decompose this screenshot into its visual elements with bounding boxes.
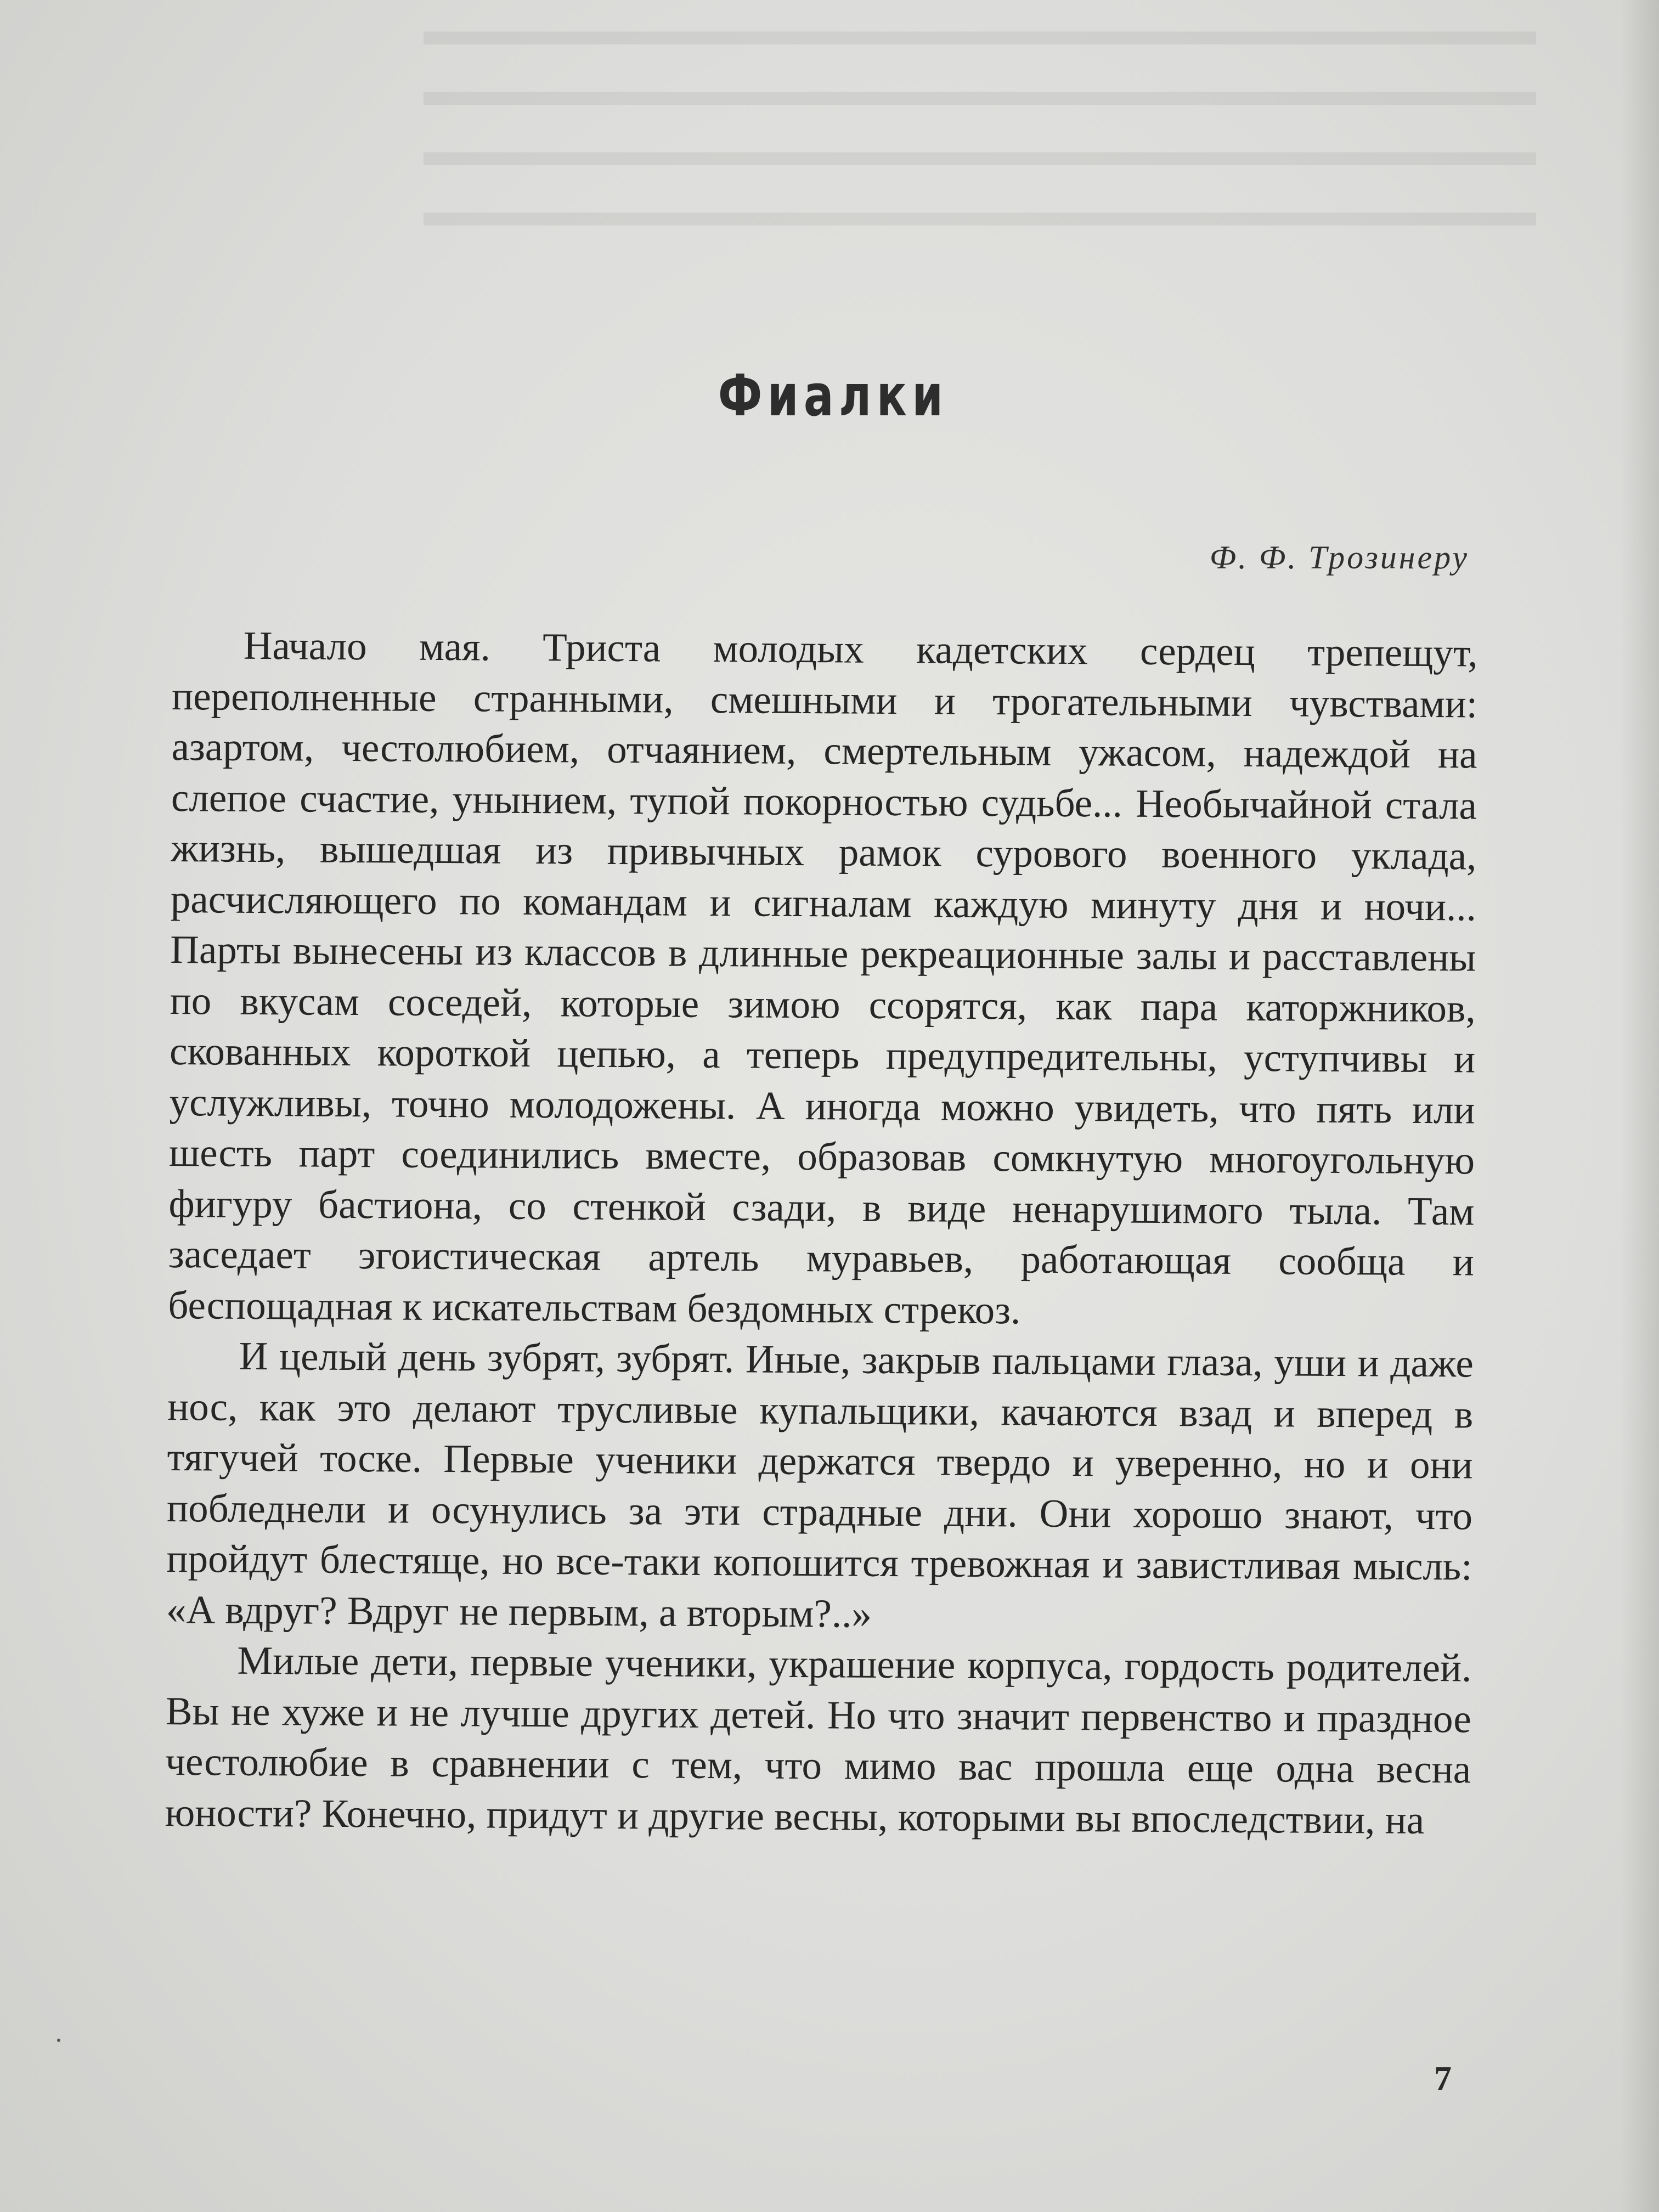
page-number: 7 (1434, 2059, 1452, 2098)
dedication: Ф. Ф. Трозинеру (1209, 539, 1469, 575)
paragraph-2: И целый день зубрят, зубрят. Иные, закрыв пальцами глаза, уши и даже нос, как это делают трусливые купальщики, качаются взад и вперед в тягучей тоске. Первые ученики держатся твердо и уверенно, но и они побледнели и осунулись за эти страдные дни. Они хорошо знают, что пройдут блестяще, но все-таки копошится тревожная и завистливая мысль: «А вдруг? Вдруг не первым, а вторым?..» (166, 1333, 1474, 1636)
page-edge-shadow (1621, 0, 1659, 2212)
paper-speck (57, 2039, 60, 2042)
show-through-text: ▬▬▬▬▬▬▬▬▬▬▬▬▬▬▬▬▬▬▬▬▬▬▬▬▬▬ ▬▬▬▬▬▬▬▬▬▬▬▬▬▬▬▬▬▬▬▬▬▬▬▬▬▬ ▬▬▬▬▬▬▬▬▬▬▬▬▬▬▬▬▬▬▬▬▬▬▬▬▬▬ ▬▬▬▬▬▬▬▬▬▬▬▬▬▬▬▬▬▬▬▬▬▬▬▬▬▬ (424, 6, 1536, 235)
paragraph-1: Начало мая. Триста молодых кадетских сердец трепещут, переполненные странными, смешными и трогательными чувствами: азартом, честолюбием, отчаянием, смертельным ужасом, надеждой на слепое счастие, унынием, тупой покорностью судьбе... Необычайной стала жизнь, вышедшая из привычных рамок сурового военного уклада, расчисляющего по командам и сигналам каждую минуту дня и ночи... Парты вынесены из классов в длинные рекреационные залы и расставлены по вкусам соседей, которые зимою ссорятся, как пара каторжников, скованных короткой цепью, а теперь предупредительны, уступчивы и услужливы, точно молодожены. А иногда можно увидеть, что пять или шесть парт соединились вместе, образовав сомкнутую многоугольную фигуру бастиона, со стенкой сзади, в виде ненарушимого тыла. Там заседает эгоистическая артель муравьев, работающая сообща и беспощадная к искательствам бездомных стрекоз. (168, 623, 1478, 1332)
body-text (165, 620, 1478, 1846)
chapter-title: Фиалки (718, 362, 949, 429)
paragraph-3: Милые дети, первые ученики, украшение корпуса, гордость родителей. Вы не хуже и не лучше других детей. Но что значит первенство и праздное честолюбие в сравнении с тем, что мимо вас прошла еще одна весна юности? Конечно, придут и другие весны, которыми вы впоследствии, на (165, 1638, 1472, 1842)
